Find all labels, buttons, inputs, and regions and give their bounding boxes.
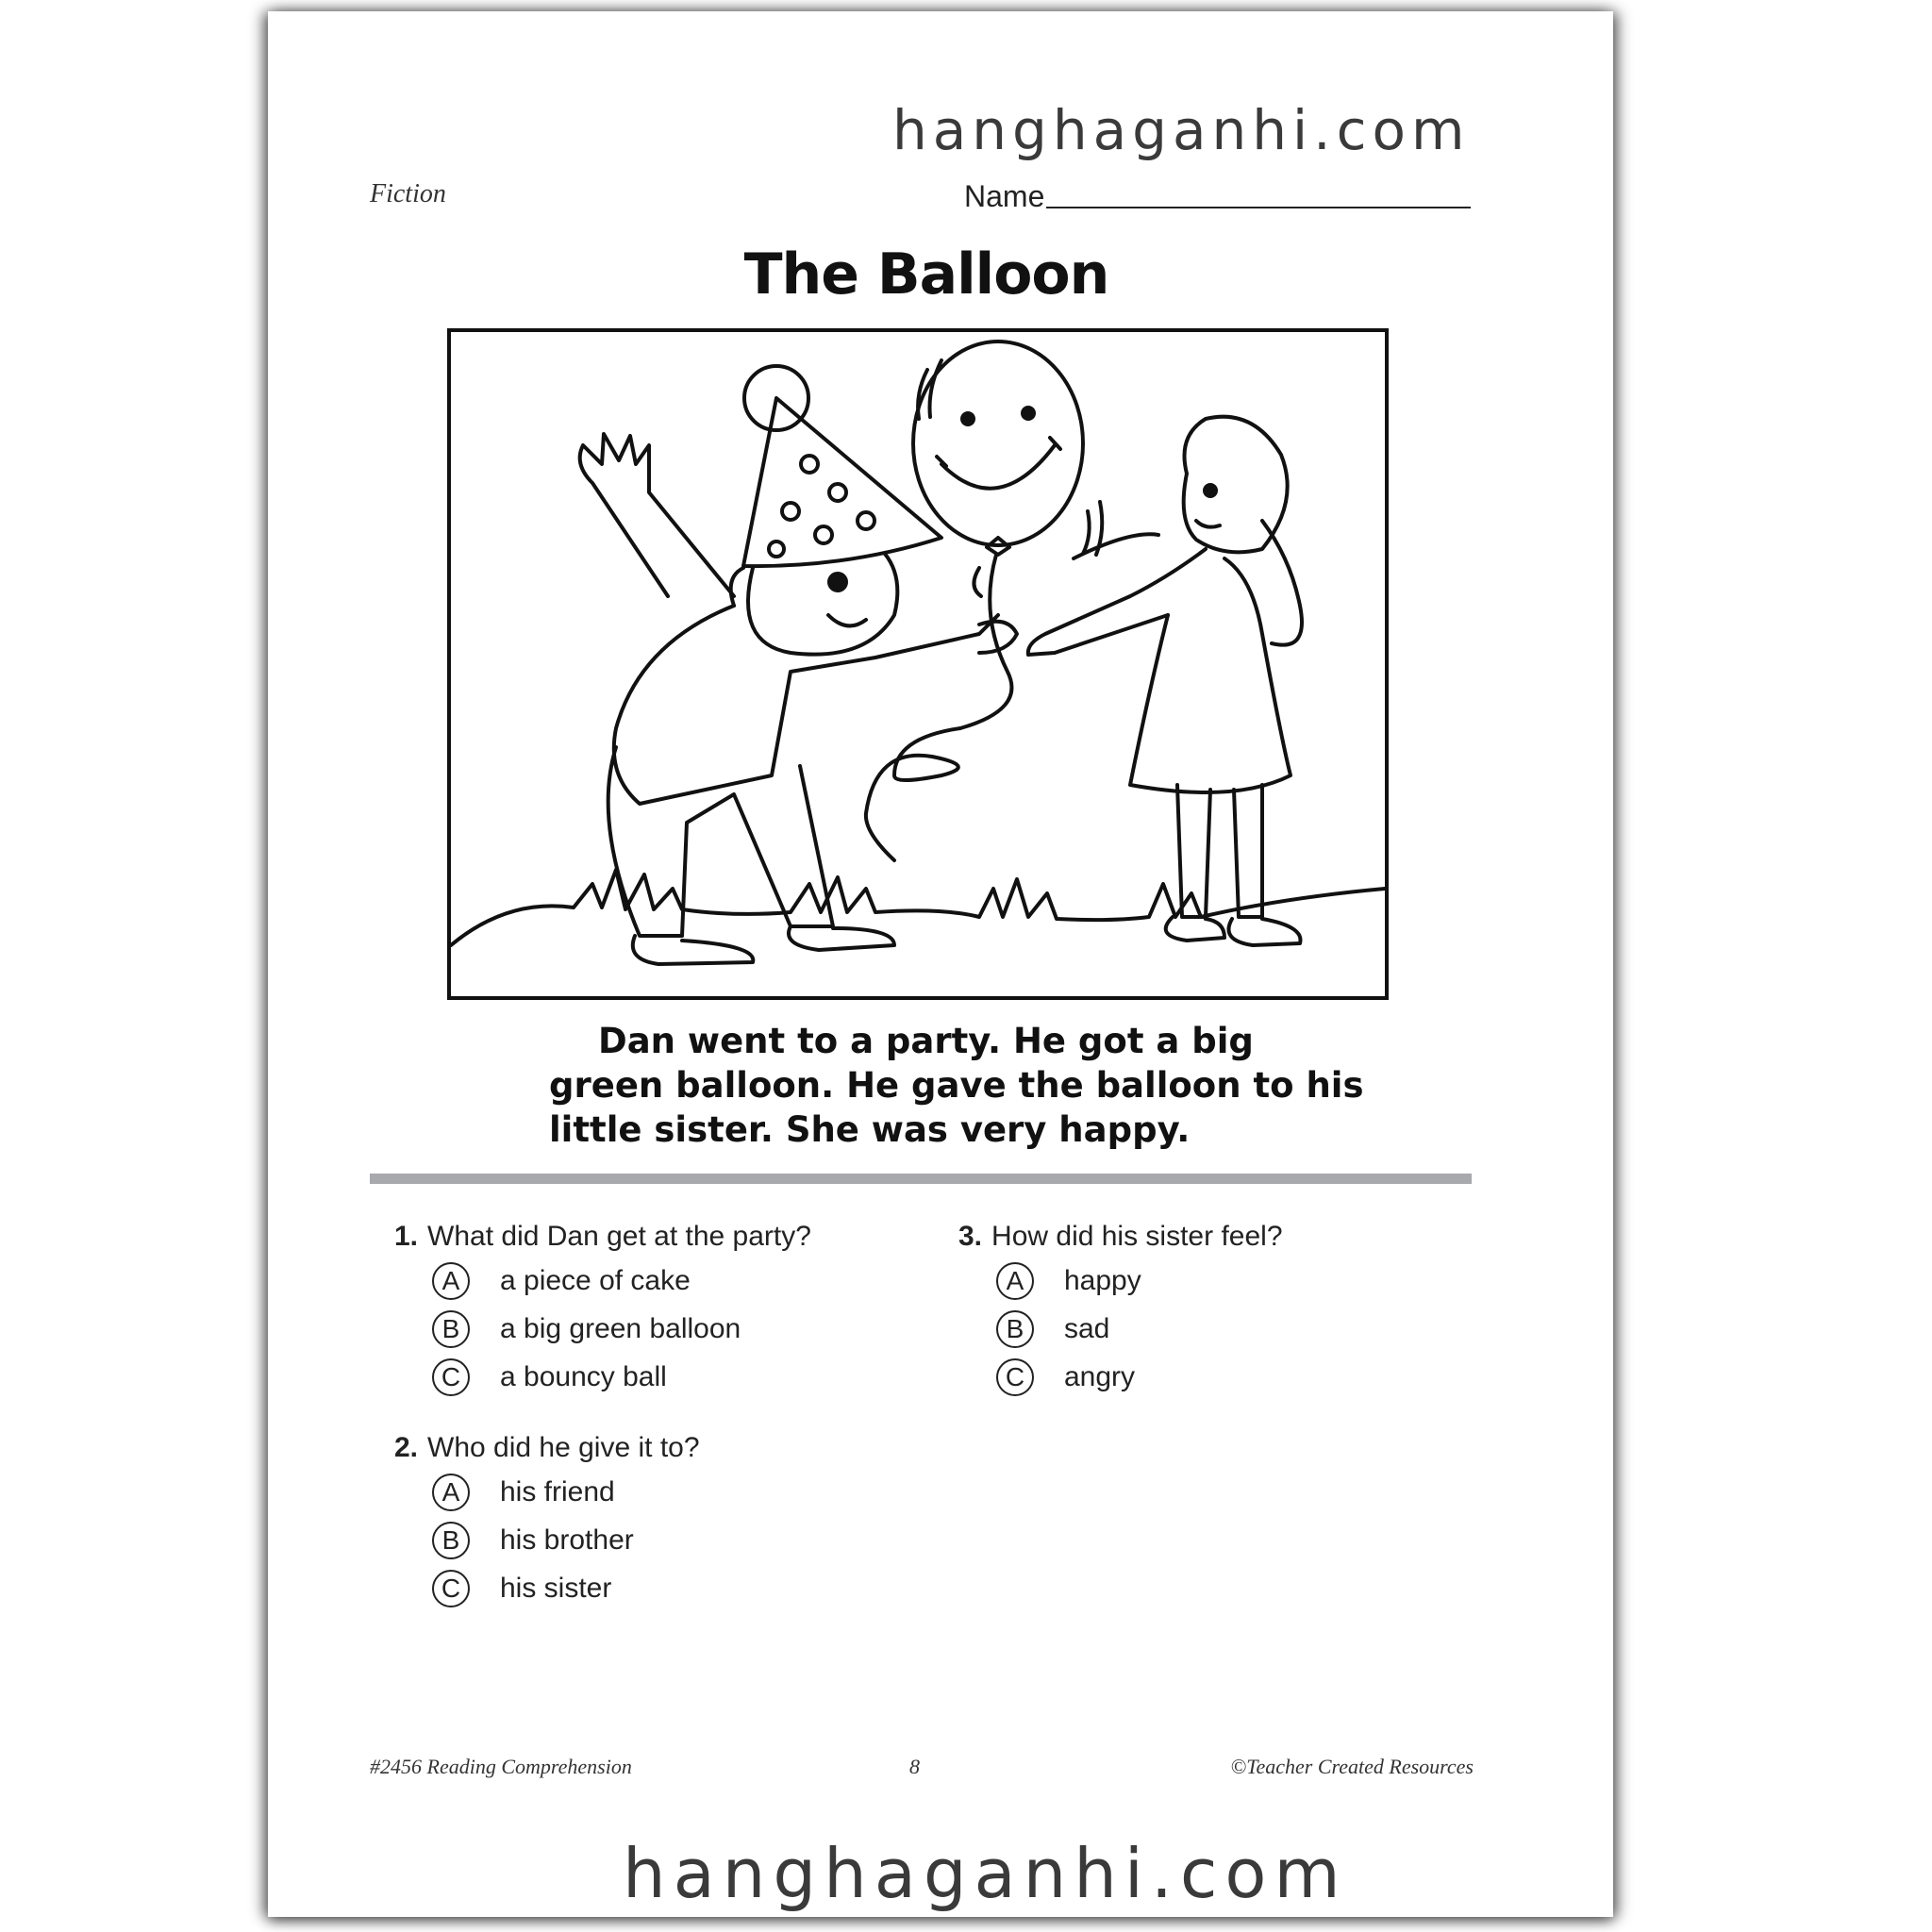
question-text [958, 1221, 1283, 1253]
question-prompt: How did his sister feel? [991, 1221, 1283, 1252]
name-line [1046, 207, 1471, 208]
story-text [549, 1019, 1398, 1152]
question-prompt: What did Dan get at the party? [427, 1221, 811, 1252]
name-field[interactable] [964, 179, 1471, 214]
answer-option[interactable] [432, 1468, 700, 1516]
story-line: Dan went to a party. He got a big [598, 1021, 1254, 1061]
answer-option[interactable] [432, 1564, 700, 1612]
answer-option[interactable] [432, 1353, 811, 1401]
answer-option[interactable] [996, 1305, 1283, 1353]
answer-option[interactable] [432, 1516, 700, 1564]
answer-bubble[interactable]: B [432, 1522, 470, 1559]
answer-option[interactable] [996, 1257, 1283, 1305]
worksheet-page [268, 11, 1613, 1917]
story-line: little sister. She was very happy. [549, 1109, 1191, 1150]
footer-right: ©Teacher Created Resources [1230, 1755, 1474, 1778]
footer-page-number: 8 [909, 1755, 920, 1778]
answer-bubble[interactable]: A [996, 1262, 1034, 1300]
question-3 [958, 1221, 1283, 1401]
footer-left: #2456 Reading Comprehension [370, 1755, 632, 1778]
section-divider [370, 1174, 1472, 1184]
question-text [394, 1221, 811, 1253]
answer-text: a piece of cake [500, 1264, 691, 1296]
answer-bubble[interactable]: C [432, 1570, 470, 1607]
answer-option[interactable] [996, 1353, 1283, 1401]
answer-bubble[interactable]: C [996, 1358, 1034, 1396]
question-1 [394, 1221, 811, 1401]
answer-option[interactable] [432, 1305, 811, 1353]
answer-text: happy [1064, 1264, 1141, 1296]
answer-text: his brother [500, 1524, 634, 1556]
page-title: The Balloon [743, 242, 1109, 308]
answer-text: his sister [500, 1572, 612, 1604]
story-illustration [447, 328, 1389, 1000]
answer-text: his friend [500, 1475, 615, 1507]
answer-text: angry [1064, 1360, 1136, 1392]
answer-bubble[interactable]: A [432, 1474, 470, 1511]
answer-bubble[interactable]: C [432, 1358, 470, 1396]
watermark-bottom: hanghaganhi.com [623, 1834, 1348, 1913]
section-label: Fiction [370, 179, 446, 208]
answer-bubble[interactable]: A [432, 1262, 470, 1300]
question-number: 2. [394, 1432, 419, 1463]
question-2 [394, 1432, 700, 1612]
watermark-top: hanghaganhi.com [892, 98, 1471, 162]
story-line: green balloon. He gave the balloon to his [549, 1065, 1364, 1106]
answer-bubble[interactable]: B [996, 1310, 1034, 1348]
question-prompt: Who did he give it to? [427, 1432, 700, 1463]
question-number: 1. [394, 1221, 419, 1252]
answer-text: a bouncy ball [500, 1360, 667, 1392]
party-drawing [451, 332, 1385, 996]
answer-text: a big green balloon [500, 1312, 741, 1344]
question-number: 3. [958, 1221, 983, 1252]
question-text [394, 1432, 700, 1464]
answer-option[interactable] [432, 1257, 811, 1305]
name-label: Name [964, 179, 1045, 213]
answer-bubble[interactable]: B [432, 1310, 470, 1348]
answer-text: sad [1064, 1312, 1110, 1344]
